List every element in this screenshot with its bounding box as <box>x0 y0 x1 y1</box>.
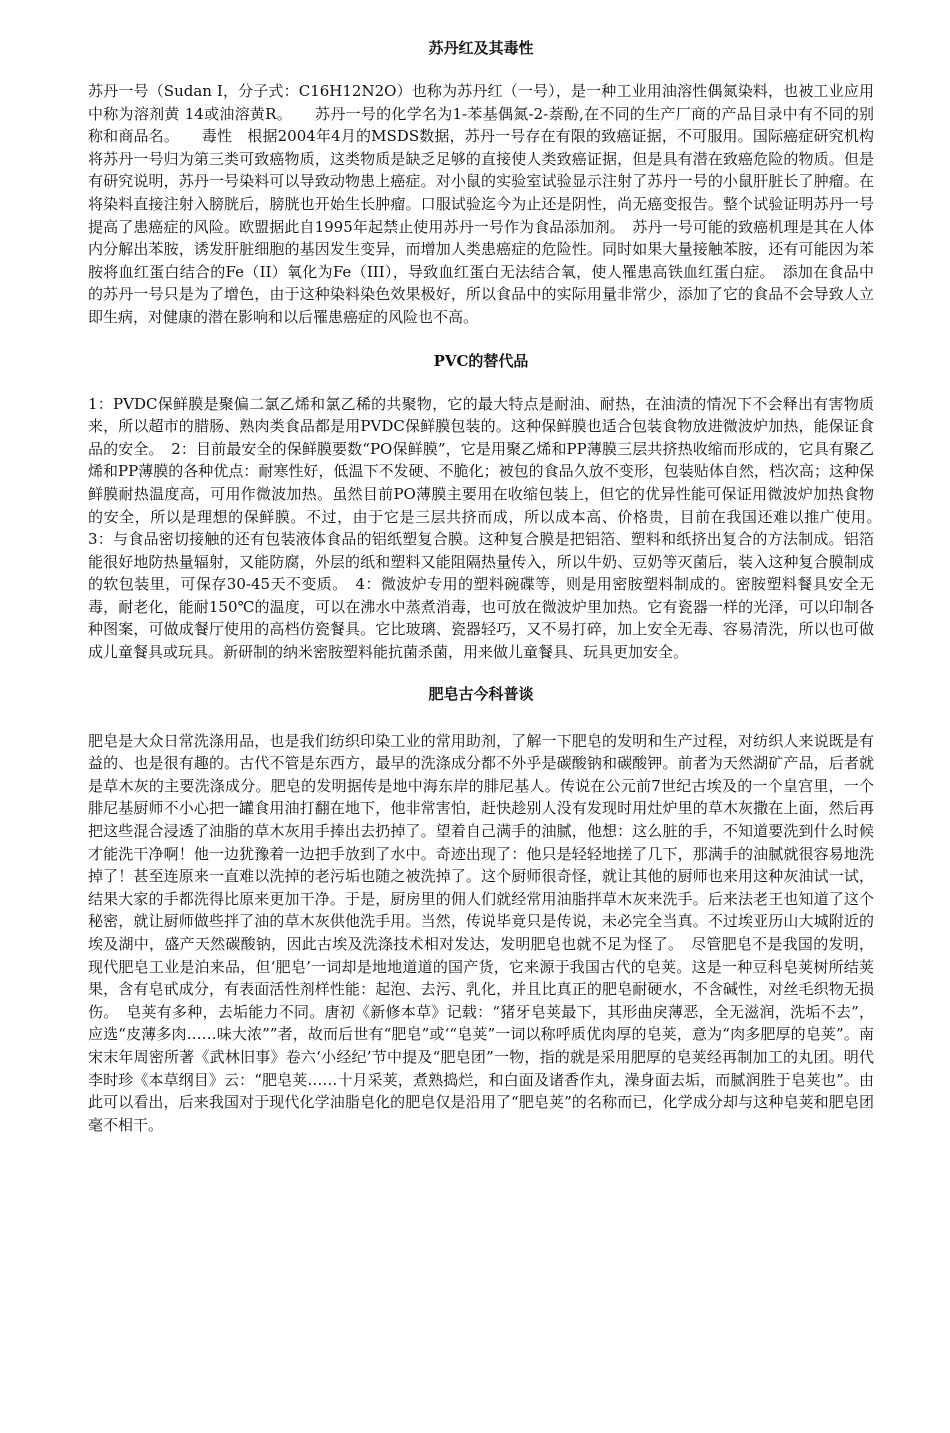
section-title-pvc-alternatives: PVC的替代品 <box>433 351 529 370</box>
section-title-sudan-red: 苏丹红及其毒性 <box>428 39 534 57</box>
section-body-pvc-alternatives: 1：PVDC保鲜膜是聚偏二氯乙烯和氯乙稀的共聚物，它的最大特点是耐油、耐热，在油渍的情况下不会释出有害物质来，所以超市的腊肠、熟肉类食品都是用PVDC保鲜膜包装的。这种保鲜膜也适合包装食物放进微波炉加热，能保证食品的安全。 2：目前最安全的保鲜膜要数“PO保鲜膜”，它是用聚乙烯和PP薄膜三层共挤热收缩而形成的，它具有聚乙烯和PP薄膜的各种优点：耐寒性好，低温下不发硬、不脆化；被包的食品久放不变形，包装贴体自然，档次高；这种保鲜膜耐热温度高，可用作微波加热。虽然目前PO薄膜主要用在收缩包装上，但它的优异性能可保证用微波炉加热食物的安全，所以是理想的保鲜膜。不过，由于它是三层共挤而成，所以成本高、价格贵，目前在我国还难以推广使用。 3：与食品密切接触的还有包装液体食品的铝纸塑复合膜。这种复合膜是把铝箔、塑料和纸挤出复合的方法制成。铝箔能很好地防热量辐射，又能防腐，外层的纸和塑料又能阻隔热量传入，所以牛奶、豆奶等灭菌后，装入这种复合膜制成的软包装里，可保存30-45天不变质。 4：微波炉专用的塑料碗碟等，则是用密胺塑料制成的。密胺塑料餐具安全无毒，耐老化，能耐150℃的温度，可以在沸水中蒸煮消毒，也可放在微波炉里加热。它有瓷器一样的光泽，可以印制各种图案，可做成餐厅使用的高档仿瓷餐具。它比玻璃、瓷器轻巧，又不易打碎，加上安全无毒、容易清洗，所以也可做成儿童餐具或玩具。新研制的纳米密胺塑料能抗菌杀菌，用来做儿童餐具、玩具更加安全。 <box>88 394 890 662</box>
section-title-soap-history: 肥皂古今科普谈 <box>428 684 534 703</box>
section-body-soap-history: 肥皂是大众日常洗涤用品，也是我们纺织印染工业的常用助剂，了解一下肥皂的发明和生产过程，对纺织人来说既是有益的、也是很有趣的。古代不管是东西方，最早的洗涤成分都不外乎是碳酸钠和碳酸钾。前者为天然湖矿产品，后者就是草木灰的主要洗涤成分。肥皂的发明据传是地中海东岸的腓尼基人。传说在公元前7世纪古埃及的一个皇宫里，一个腓尼基厨师不小心把一罐食用油打翻在地下，他非常害怕，赶快趁别人没有发现时用灶炉里的草木灰撒在上面，然后再把这些混合浸透了油脂的草木灰用手捧出去扔掉了。望着自己满手的油腻，他想：这么脏的手，不知道要洗到什么时候才能洗干净啊！他一边犹豫着一边把手放到了水中。奇迹出现了：他只是轻轻地搓了几下，那满手的油腻就很容易地洗掉了！甚至连原来一直难以洗掉的老污垢也随之被洗掉了。这个厨师很奇怪，就让其他的厨师也来用这种灰油试一试，结果大家的手都洗得比原来更加干净。于是，厨房里的佣人们就经常用油脂拌草木灰来洗手。后来法老王也知道了这个秘密，就让厨师做些拌了油的草木灰供他洗手用。当然，传说毕竟只是传说，未必完全当真。不过埃亚历山大城附近的埃及湖中，盛产天然碳酸钠，因此古埃及洗涤技术相对发达，发明肥皂也就不足为怪了。 尽管肥皂不是我国的发明，现代肥皂工业是泊来品，但‘肥皂’一词却是地地道道的国产货，它来源于我国古代的皂荚。这是一种豆科皂荚树所结荚果，含有皂甙成分，有表面活性剂样性能：起泡、去污、乳化，并且比真正的肥皂耐硬水，不含碱性，对丝毛织物无损伤。 皂荚有多种，去垢能力不同。唐初《新修本草》记载：“猪牙皂荚最下，其形曲戾薄恶，全无滋润，洗垢不去”，应选“皮薄多肉……味大浓””者，故而后世有“肥皂”或‘“皂荚”一词以称呼质优肉厚的皂荚，意为“肉多肥厚的皂荚”。南宋末年周密所著《武林旧事》卷六‘小经纪’节中提及“肥皂团”一物，指的就是采用肥厚的皂荚经再制加工的丸团。明代李时珍《本草纲目》云：“肥皂荚……十月采荚，煮熟捣烂，和白面及诸香作丸，澡身面去垢，而腻润胜于皂荚也”。由此可以看出，后来我国对于现代化学油脂皂化的肥皂仅是沿用了“肥皂荚”的名称而已，化学成分却与这种皂荚和肥皂团毫不相干。 <box>88 731 874 1134</box>
section-body-sudan-red: 苏丹一号（Sudan I，分子式：C16H12N2O）也称为苏丹红（一号），是一种工业用油溶性偶氮染料，也被工业应用中称为溶剂黄 14或油溶黄R。 苏丹一号的化学名为1-苯基偶氮-2-萘酚,在不同的生产厂商的产品目录中有不同的别称和商品名。 毒性 根据2004年4月的MSDS数据，苏丹一号存在有限的致癌证据，不可服用。国际癌症研究机构将苏丹一号归为第三类可致癌物质，这类物质是缺乏足够的直接使人类致癌证据，但是具有潜在致癌危险的物质。但是有研究说明，苏丹一号染料可以导致动物患上癌症。对小鼠的实验室试验显示注射了苏丹一号的小鼠肝脏长了肿瘤。在将染料直接注射入膀胱后，膀胱也开始生长肿瘤。口服试验迄今为止还是阴性，尚无癌变报告。整个试验证明苏丹一号提高了患癌症的风险。欧盟据此自1995年起禁止使用苏丹一号作为食品添加剂。 苏丹一号可能的致癌机理是其在人体内分解出苯胺，诱发肝脏细胞的基因发生变异，而增加人类患癌症的危险性。同时如果大量接触苯胺，还有可能因为苯胺将血红蛋白结合的Fe（II）氧化为Fe（III），导致血红蛋白无法结合氧，使人罹患高铁血红蛋白症。 添加在食品中的苏丹一号只是为了增色，由于这种染料染色效果极好，所以食品中的实际用量非常少，添加了它的食品不会导致人立即生病，对健康的潜在影响和以后罹患癌症的风险也不高。 <box>88 82 874 326</box>
document-page <box>88 36 890 1136</box>
